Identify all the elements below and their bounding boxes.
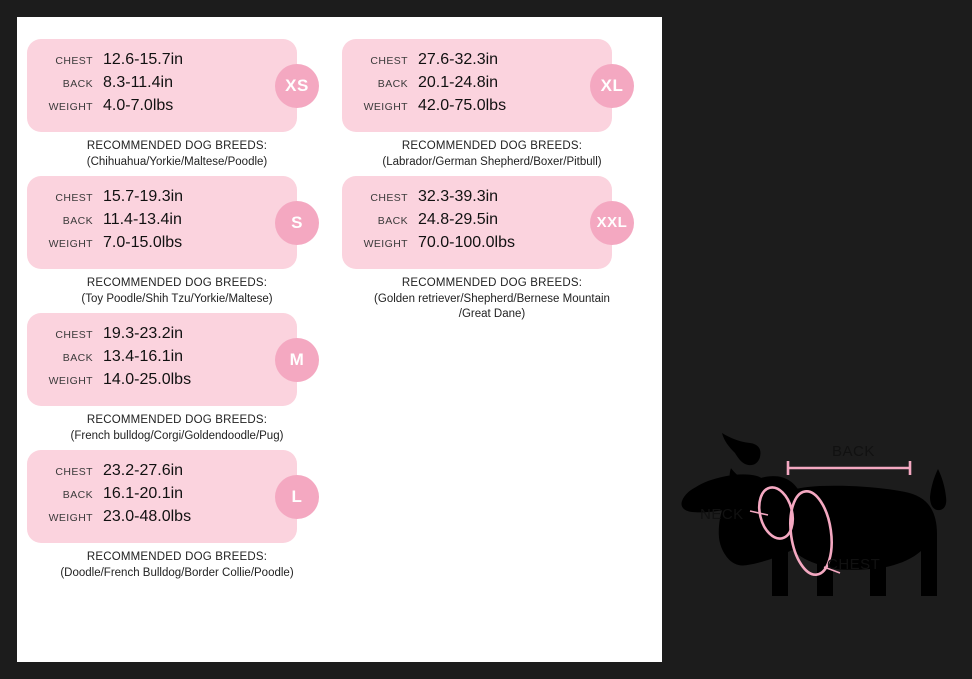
size-badge-xl: XL — [590, 64, 634, 108]
row-value-weight: 14.0-25.0lbs — [103, 371, 192, 389]
row-chest — [356, 188, 602, 211]
breeds-title: RECOMMENDED DOG BREEDS: — [86, 140, 268, 152]
size-block-s — [27, 176, 337, 307]
size-badge-xxl: XXL — [590, 201, 634, 245]
row-label-weight: WEIGHT — [363, 238, 408, 251]
breeds-list: (Labrador/German Shepherd/Boxer/Pitbull) — [382, 155, 602, 168]
row-chest — [41, 462, 287, 485]
right-column — [342, 39, 881, 573]
row-value-weight: 7.0-15.0lbs — [103, 234, 183, 252]
diagram-label-chest: CHEST — [827, 556, 881, 573]
row-value-weight: 42.0-75.0lbs — [418, 97, 507, 114]
row-weight — [41, 371, 287, 394]
diagram-label-back: BACK — [832, 443, 875, 460]
diagram-label-neck: NECK — [700, 506, 744, 523]
breeds-s — [27, 276, 327, 307]
dog-silhouette-icon — [672, 391, 972, 666]
size-card-l — [27, 450, 303, 543]
size-block-xxl — [342, 176, 652, 323]
size-chart-page — [17, 17, 881, 662]
size-badge-xs: XS — [275, 64, 319, 108]
row-weight — [41, 508, 287, 531]
breeds-xs — [27, 139, 327, 170]
size-card-xs — [27, 39, 309, 132]
size-card-xl — [342, 39, 624, 132]
row-back — [356, 211, 602, 234]
row-weight — [356, 97, 602, 120]
row-chest — [41, 51, 287, 74]
breeds-title: RECOMMENDED DOG BREEDS: — [401, 140, 583, 152]
breeds-list: (Doodle/French Bulldog/Border Collie/Poodle) — [60, 566, 294, 579]
row-label-back: BACK — [377, 215, 408, 228]
size-card-s — [27, 176, 303, 269]
row-value-back: 20.1-24.8in — [418, 74, 499, 91]
breeds-title: RECOMMENDED DOG BREEDS: — [86, 277, 268, 290]
row-value-chest: 12.6-15.7in — [103, 51, 184, 68]
row-label-chest: CHEST — [370, 192, 408, 205]
breeds-list: (Golden retriever/Shepherd/Bernese Mountain — [374, 292, 610, 305]
row-label-chest: CHEST — [55, 192, 93, 205]
size-block-xl — [342, 39, 652, 170]
row-back — [41, 348, 287, 371]
size-badge-l: L — [275, 475, 319, 519]
size-block-m — [27, 313, 337, 444]
row-chest — [41, 188, 287, 211]
row-value-chest: 32.3-39.3in — [418, 188, 499, 206]
breeds-title: RECOMMENDED DOG BREEDS: — [86, 414, 268, 427]
breeds-title: RECOMMENDED DOG BREEDS: — [86, 551, 268, 564]
breeds-xl — [342, 139, 642, 170]
row-label-chest: CHEST — [55, 466, 93, 479]
row-label-back: BACK — [62, 352, 93, 365]
size-card-xxl — [342, 176, 628, 269]
row-label-chest: CHEST — [55, 329, 93, 342]
row-back — [41, 485, 287, 508]
row-label-weight: WEIGHT — [48, 238, 93, 251]
breeds-list: (Chihuahua/Yorkie/Maltese/Poodle) — [86, 155, 268, 168]
row-value-chest: 15.7-19.3in — [103, 188, 184, 206]
row-value-chest: 27.6-32.3in — [418, 51, 499, 68]
size-block-xs — [27, 39, 337, 170]
row-weight — [41, 234, 287, 257]
row-value-back: 11.4-13.4in — [103, 211, 182, 229]
row-back — [41, 74, 287, 97]
breeds-title: RECOMMENDED DOG BREEDS: — [401, 277, 583, 290]
row-chest — [41, 325, 287, 348]
row-label-weight: WEIGHT — [48, 375, 93, 388]
row-label-weight: WEIGHT — [48, 512, 93, 525]
row-weight — [41, 97, 287, 120]
size-badge-m: M — [275, 338, 319, 382]
row-value-weight: 23.0-48.0lbs — [103, 508, 192, 526]
row-label-back: BACK — [377, 78, 408, 90]
row-back — [356, 74, 602, 97]
row-label-chest: CHEST — [370, 55, 408, 67]
row-value-back: 8.3-11.4in — [103, 74, 173, 91]
row-value-back: 13.4-16.1in — [103, 348, 184, 366]
row-label-weight: WEIGHT — [48, 101, 93, 113]
row-value-weight: 70.0-100.0lbs — [418, 234, 515, 252]
row-value-back: 24.8-29.5in — [418, 211, 499, 229]
breeds-list: (French bulldog/Corgi/Goldendoodle/Pug) — [70, 429, 284, 442]
size-card-m — [27, 313, 305, 406]
breeds-l — [27, 550, 327, 581]
row-label-weight: WEIGHT — [363, 101, 408, 113]
breeds-list-cont: /Great Dane) — [458, 308, 526, 321]
row-value-back: 16.1-20.1in — [103, 485, 184, 503]
row-value-weight: 4.0-7.0lbs — [103, 97, 174, 114]
row-chest — [356, 51, 602, 74]
row-label-back: BACK — [62, 78, 93, 90]
row-value-chest: 23.2-27.6in — [103, 462, 184, 480]
row-weight — [356, 234, 602, 257]
row-label-back: BACK — [62, 489, 93, 502]
dog-measurement-diagram — [672, 391, 972, 666]
row-value-chest: 19.3-23.2in — [103, 325, 184, 343]
breeds-m — [27, 413, 327, 444]
size-block-l — [27, 450, 337, 581]
size-badge-s: S — [275, 201, 319, 245]
breeds-list: (Toy Poodle/Shih Tzu/Yorkie/Maltese) — [81, 292, 273, 305]
breeds-xxl — [342, 276, 642, 323]
row-label-chest: CHEST — [55, 55, 93, 67]
size-columns — [17, 17, 881, 662]
row-back — [41, 211, 287, 234]
row-label-back: BACK — [62, 215, 93, 228]
left-column — [27, 39, 337, 587]
